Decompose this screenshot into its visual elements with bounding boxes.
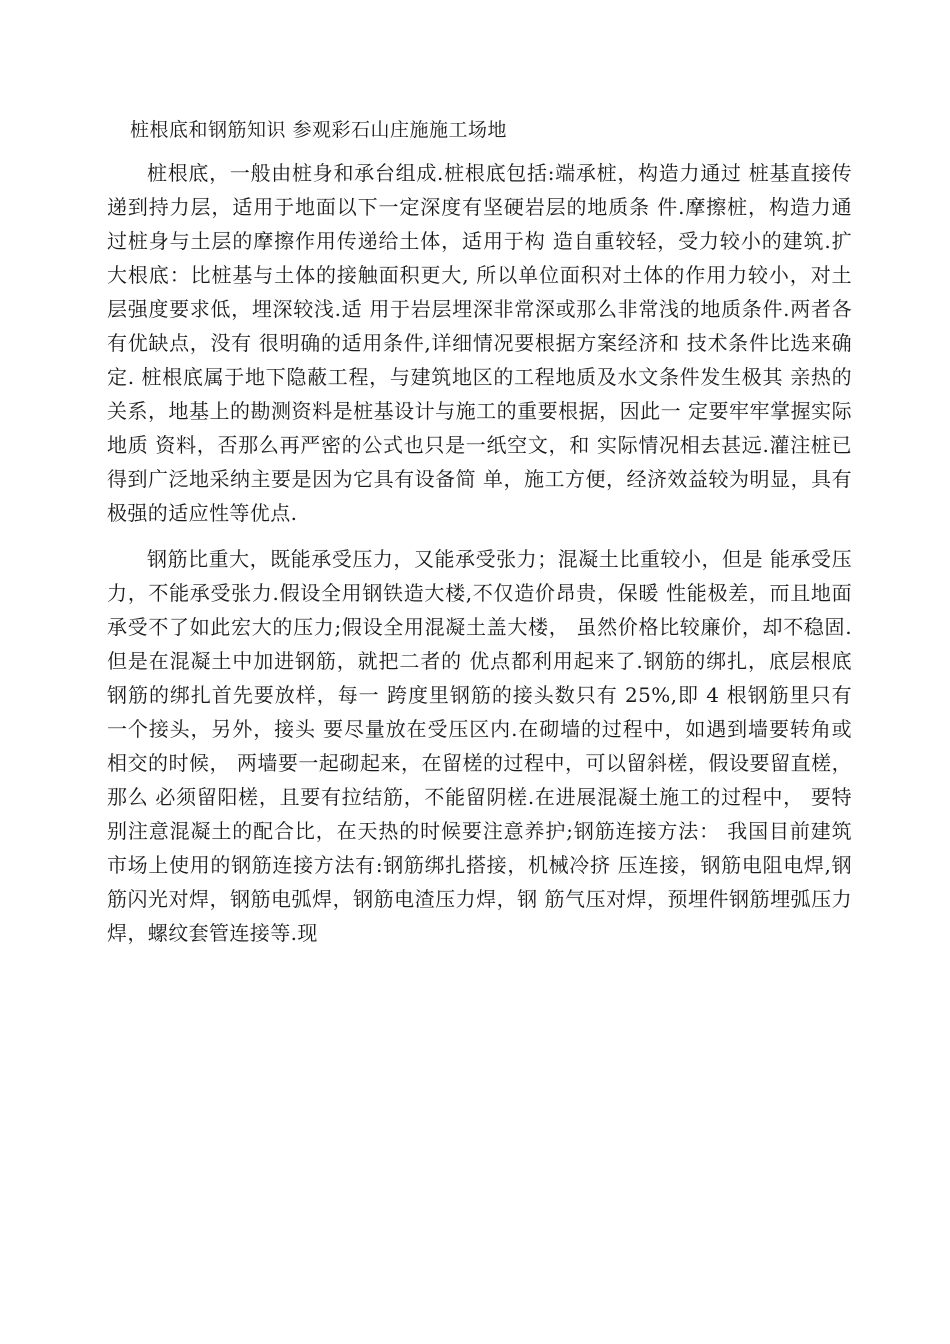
paragraph-pile-foundation: 桩根底，一般由桩身和承台组成.桩根底包括:端承桩，构造力通过 桩基直接传递到持力层，适用于地面以下一定深度有坚硬岩层的地质条 件.摩擦桩，构造力通过桩身与土层的摩擦作用传递给土体，适用于构 造自重较轻，受力较小的建筑.扩大根底：比桩基与土体的接触面积更大, 所以单位面积对土体的作用力较小，对土层强度要求低，埋深较浅.适 用于岩层埋深非常深或那么非常浅的地质条件.两者各有优缺点，没有 很明确的适用条件,详细情况要根据方案经济和 技术条件比选来确定. 桩根底属于地下隐蔽工程，与建筑地区的工程地质及水文条件发生极其 亲热的关系，地基上的勘测资料是桩基设计与施工的重要根据，因此一 定要牢牢掌握实际地质 资料，否那么再严密的公式也只是一纸空文，和 实际情况相去甚远.灌注桩已得到广泛地采纳主要是因为它具有设备简 单，施工方便，经济效益较为明显，具有极强的适应性等优点. — [107, 161, 852, 525]
paragraph-rebar: 钢筋比重大，既能承受压力，又能承受张力；混凝土比重较小，但是 能承受压力，不能承受张力.假设全用钢铁造大楼,不仅造价昂贵，保暖 性能极差，而且地面承受不了如此宏大的压力;假设全用混凝土盖大楼， 虽然价格比较廉价，却不稳固.但是在混凝土中加进钢筋，就把二者的 优点都利用起来了.钢筋的绑扎，底层根底钢筋的绑扎首先要放样，每一 跨度里钢筋的接头数只有 25%,即 4 根钢筋里只有一个接头，另外，接头 要尽量放在受压区内.在砌墙的过程中，如遇到墙要转角或相交的时候， 两墙要一起砌起来，在留槎的过程中，可以留斜槎，假设要留直槎，那么 必须留阳槎，且要有拉结筋，不能留阴槎.在进展混凝土施工的过程中， 要特别注意混凝土的配合比，在天热的时候要注意养护;钢筋连接方法： 我国目前建筑市场上使用的钢筋连接方法有:钢筋绑扎搭接，机械冷挤 压连接，钢筋电阻电焊,钢筋闪光对焊，钢筋电弧焊，钢筋电渣压力焊，钢 筋气压对焊，预埋件钢筋埋弧压力焊，螺纹套管连接等.现 — [107, 547, 852, 945]
document-body — [107, 112, 852, 962]
document-title: 桩根底和钢筋知识 参观彩石山庄施施工场地 — [130, 119, 508, 141]
